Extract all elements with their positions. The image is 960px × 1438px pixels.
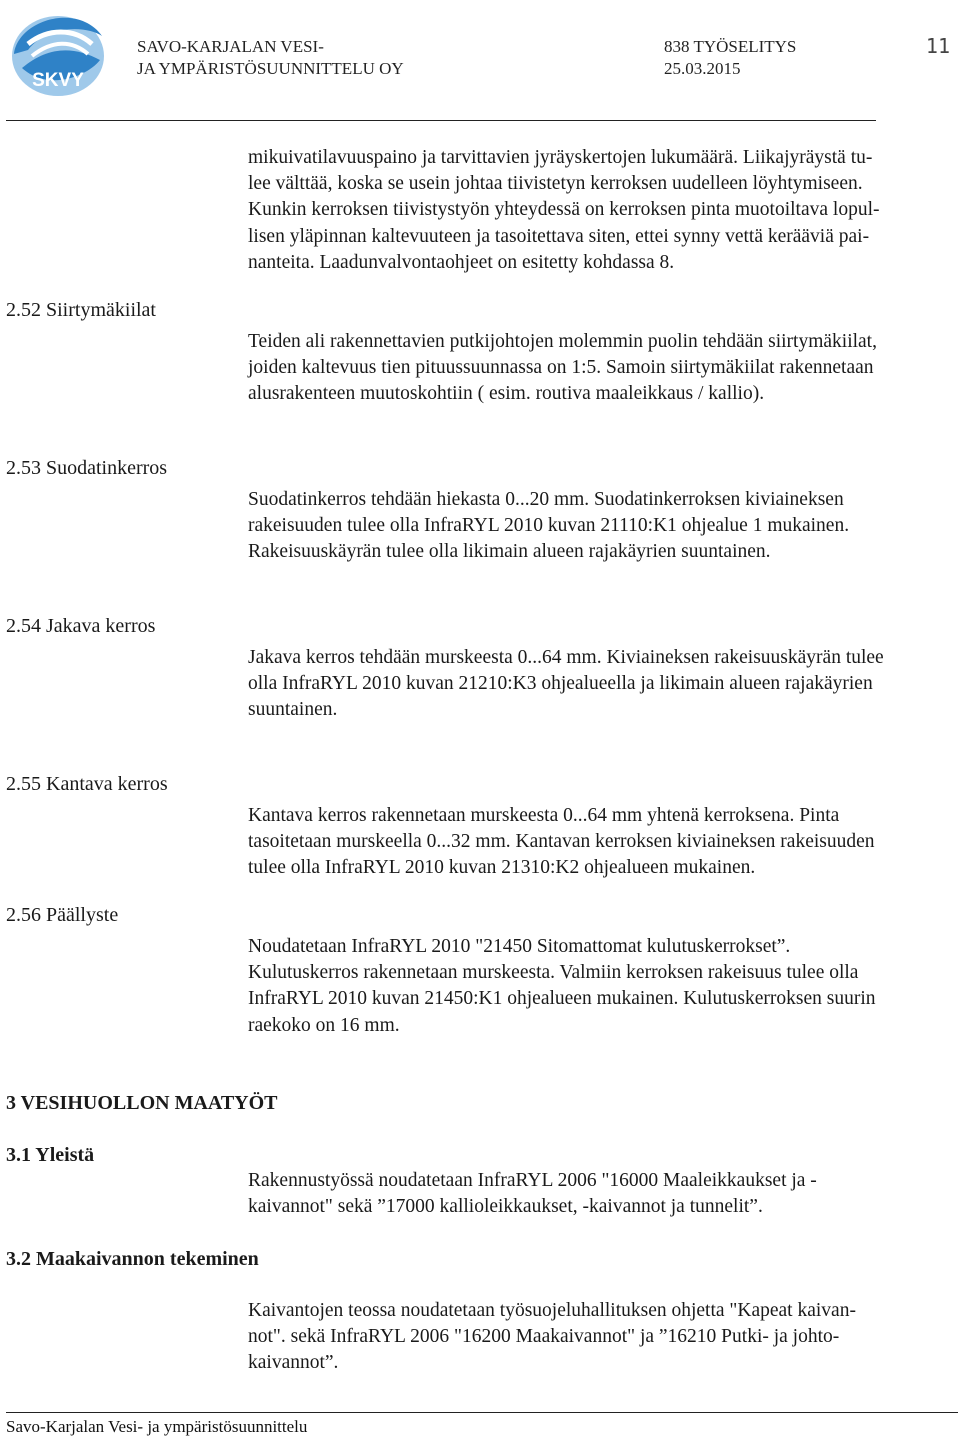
text-line: Kantava kerros rakennetaan murskeesta 0...64 mm yhtenä kerroksena. Pinta xyxy=(248,805,840,826)
text-line: lisen yläpinnan kaltevuuteen ja tasoitettava siten, ettei synny vettä kerääviä pai- xyxy=(248,225,870,247)
company-logo xyxy=(8,6,108,98)
header-document xyxy=(664,36,796,80)
text-line: not". sekä InfraRYL 2006 "16200 Maakaivannot" ja ”16210 Putki- ja johto- xyxy=(248,1326,840,1348)
text-line: suuntainen. xyxy=(248,699,338,721)
section-heading: 2.55 Kantava kerros xyxy=(6,773,168,795)
text-line: Kaivantojen teossa noudatetaan työsuojeluhallituksen ohjetta "Kapeat kaivan- xyxy=(248,1300,856,1321)
text-line: olla InfraRYL 2010 kuvan 21210:K3 ohjealueella ja likimain alueen rajakäyrien xyxy=(248,673,873,695)
skvy-logo-icon xyxy=(8,6,108,98)
header-document-title: 838 TYÖSELITYS xyxy=(664,37,797,56)
section-heading: 2.56 Päällyste xyxy=(6,904,119,926)
intro-paragraph xyxy=(248,145,956,276)
section-paragraph xyxy=(248,487,956,566)
text-line: Kulutuskerros rakennetaan murskeesta. Valmiin kerroksen rakeisuus tulee olla xyxy=(248,962,859,984)
text-line: Teiden ali rakennettavien putkijohtojen molemmin puolin tehdään siirtymäkiilat, xyxy=(248,331,877,352)
section-heading: 3.2 Maakaivannon tekeminen xyxy=(6,1248,259,1270)
text-line: kaivannot”. xyxy=(248,1352,339,1374)
text-line: lee välttää, koska se usein johtaa tiivistetyn kerroksen uudelleen löyhtymiseen. xyxy=(248,173,863,195)
text-line: tulee olla InfraRYL 2010 kuvan 21310:K2 ohjealueen mukainen. xyxy=(248,857,756,879)
header-document-date: 25.03.2015 xyxy=(664,59,741,78)
text-line: Rakennustyössä noudatetaan InfraRYL 2006 "16000 Maaleikkaukset ja - xyxy=(248,1170,817,1191)
section-paragraph xyxy=(248,329,956,408)
text-line: Kunkin kerroksen tiivistystyön yhteydessä on kerroksen pinta muotoiltava lopul- xyxy=(248,199,880,221)
header-company xyxy=(137,36,404,80)
text-line: Jakava kerros tehdään murskeesta 0...64 mm. Kiviaineksen rakeisuuskäyrän tulee xyxy=(248,647,884,668)
header-divider xyxy=(6,120,876,121)
header-company-line: SAVO-KARJALAN VESI- xyxy=(137,37,324,56)
text-line: joiden kaltevuus tien pituussuunnassa on 1:5. Samoin siirtymäkiilat rakennetaan xyxy=(248,357,874,379)
text-line: rakeisuuden tulee olla InfraRYL 2010 kuvan 21110:K1 ohjealue 1 mukainen. xyxy=(248,515,850,537)
section-paragraph xyxy=(248,645,956,724)
logo-text: SKVY xyxy=(32,70,84,91)
text-line: kaivannot" sekä ”17000 kallioleikkaukset, -kaivannot ja tunnelit”. xyxy=(248,1196,763,1218)
section-heading: 2.52 Siirtymäkiilat xyxy=(6,299,156,321)
section-paragraph xyxy=(248,1168,956,1220)
footer-text: Savo-Karjalan Vesi- ja ympäristösuunnittelu xyxy=(6,1417,308,1436)
chapter-title: 3 VESIHUOLLON MAATYÖT xyxy=(6,1092,278,1114)
section-heading: 3.1 Yleistä xyxy=(6,1144,95,1166)
page-number: 11 xyxy=(925,34,950,58)
section-heading: 2.53 Suodatinkerros xyxy=(6,457,168,479)
text-line: mikuivatilavuuspaino ja tarvittavien jyräyskertojen lukumäärä. Liikajyräystä tu- xyxy=(248,147,873,168)
text-line: Suodatinkerros tehdään hiekasta 0...20 mm. Suodatinkerroksen kiviaineksen xyxy=(248,489,844,510)
text-line: Rakeisuuskäyrän tulee olla likimain alueen rajakäyrien suuntainen. xyxy=(248,541,771,563)
footer-divider xyxy=(6,1412,958,1413)
section-paragraph xyxy=(248,803,956,882)
text-line: raekoko on 16 mm. xyxy=(248,1014,400,1036)
text-line: InfraRYL 2010 kuvan 21450:K1 ohjealueen mukainen. Kulutuskerroksen suurin xyxy=(248,988,876,1010)
text-line: nanteita. Laadunvalvontaohjeet on esitetty kohdassa 8. xyxy=(248,251,675,273)
section-paragraph xyxy=(248,1298,956,1377)
text-line: Noudatetaan InfraRYL 2010 "21450 Sitomattomat kulutuskerrokset”. xyxy=(248,936,791,957)
text-line: alusrakenteen muutoskohtiin ( esim. routiva maaleikkaus / kallio). xyxy=(248,383,765,405)
section-heading: 2.54 Jakava kerros xyxy=(6,615,156,637)
header-company-line: JA YMPÄRISTÖSUUNNITTELU OY xyxy=(137,59,404,78)
section-paragraph xyxy=(248,934,956,1039)
text-line: tasoitetaan murskeella 0...32 mm. Kantavan kerroksen kiviaineksen rakeisuuden xyxy=(248,831,875,853)
